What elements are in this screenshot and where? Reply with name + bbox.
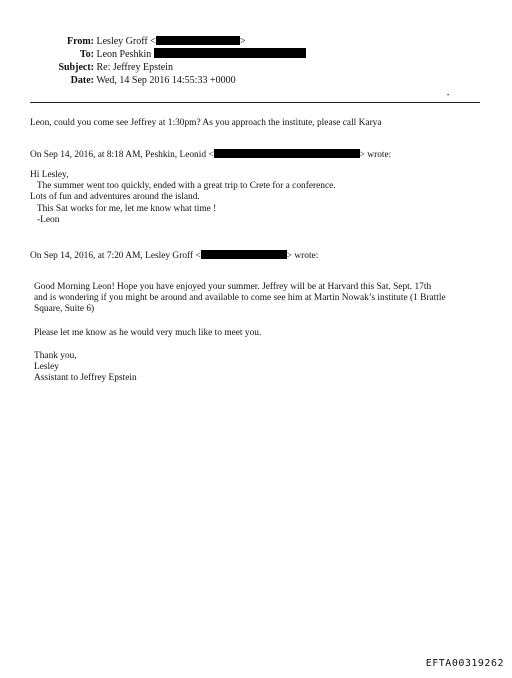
dot-mark: • xyxy=(447,93,450,99)
subject-value: Re: Jeffrey Epstein xyxy=(96,62,173,73)
to-row xyxy=(30,48,306,61)
to-label: To: xyxy=(79,49,94,60)
quote-header-1 xyxy=(30,149,391,161)
to-value: Leon Peshkin xyxy=(96,49,152,60)
from-row xyxy=(30,35,245,48)
subject-label: Subject: xyxy=(58,62,94,73)
quote-header-2-pre: On Sep 14, 2016, at 7:20 AM, Lesley Groff < xyxy=(30,251,201,261)
from-label: From: xyxy=(66,36,94,47)
reply-line: This Sat works for me, let me know what time ! xyxy=(30,204,217,214)
document-id: EFTA00319262 xyxy=(425,658,504,669)
redaction-bar xyxy=(201,250,287,259)
header-divider xyxy=(30,102,480,103)
reply-line: Hi Lesley, xyxy=(30,170,69,180)
date-value: Wed, 14 Sep 2016 14:55:33 +0000 xyxy=(96,75,236,86)
redaction-bar xyxy=(154,48,306,58)
date-label: Date: xyxy=(70,75,94,86)
quote-header-2-post: > wrote: xyxy=(286,251,319,261)
redaction-bar xyxy=(214,149,360,158)
orig-line: Good Morning Leon! Hope you have enjoyed your summer. Jeffrey will be at Harvard this Sat. Sept. 17th xyxy=(34,282,432,292)
quote-header-2 xyxy=(30,250,318,262)
signoff-line: Assistant to Jeffrey Epstein xyxy=(34,373,137,383)
message-line: Leon, could you come see Jeffrey at 1:30pm? As you approach the institute, please call Karya xyxy=(30,118,382,128)
reply-line: Lots of fun and adventures around the island. xyxy=(30,192,200,202)
from-end: > xyxy=(239,36,246,47)
redaction-bar xyxy=(156,36,240,45)
quote-header-1-pre: On Sep 14, 2016, at 8:18 AM, Peshkin, Leonid < xyxy=(30,150,214,160)
signoff-line: Lesley xyxy=(34,362,59,372)
reply-line: -Leon xyxy=(30,215,60,225)
subject-row xyxy=(30,61,173,74)
orig-line: Square, Suite 6) xyxy=(34,304,95,314)
from-value: Lesley Groff < xyxy=(96,36,156,47)
reply-line: The summer went too quickly, ended with a great trip to Crete for a conference. xyxy=(30,181,336,191)
quote-header-1-post: > wrote: xyxy=(359,150,392,160)
date-row xyxy=(30,74,236,87)
orig-line: and is wondering if you might be around and available to come see him at Martin Nowak’s institute (1 Brattle xyxy=(34,293,446,303)
please-line: Please let me know as he would very much like to meet you. xyxy=(34,328,262,338)
signoff-line: Thank you, xyxy=(34,351,77,361)
